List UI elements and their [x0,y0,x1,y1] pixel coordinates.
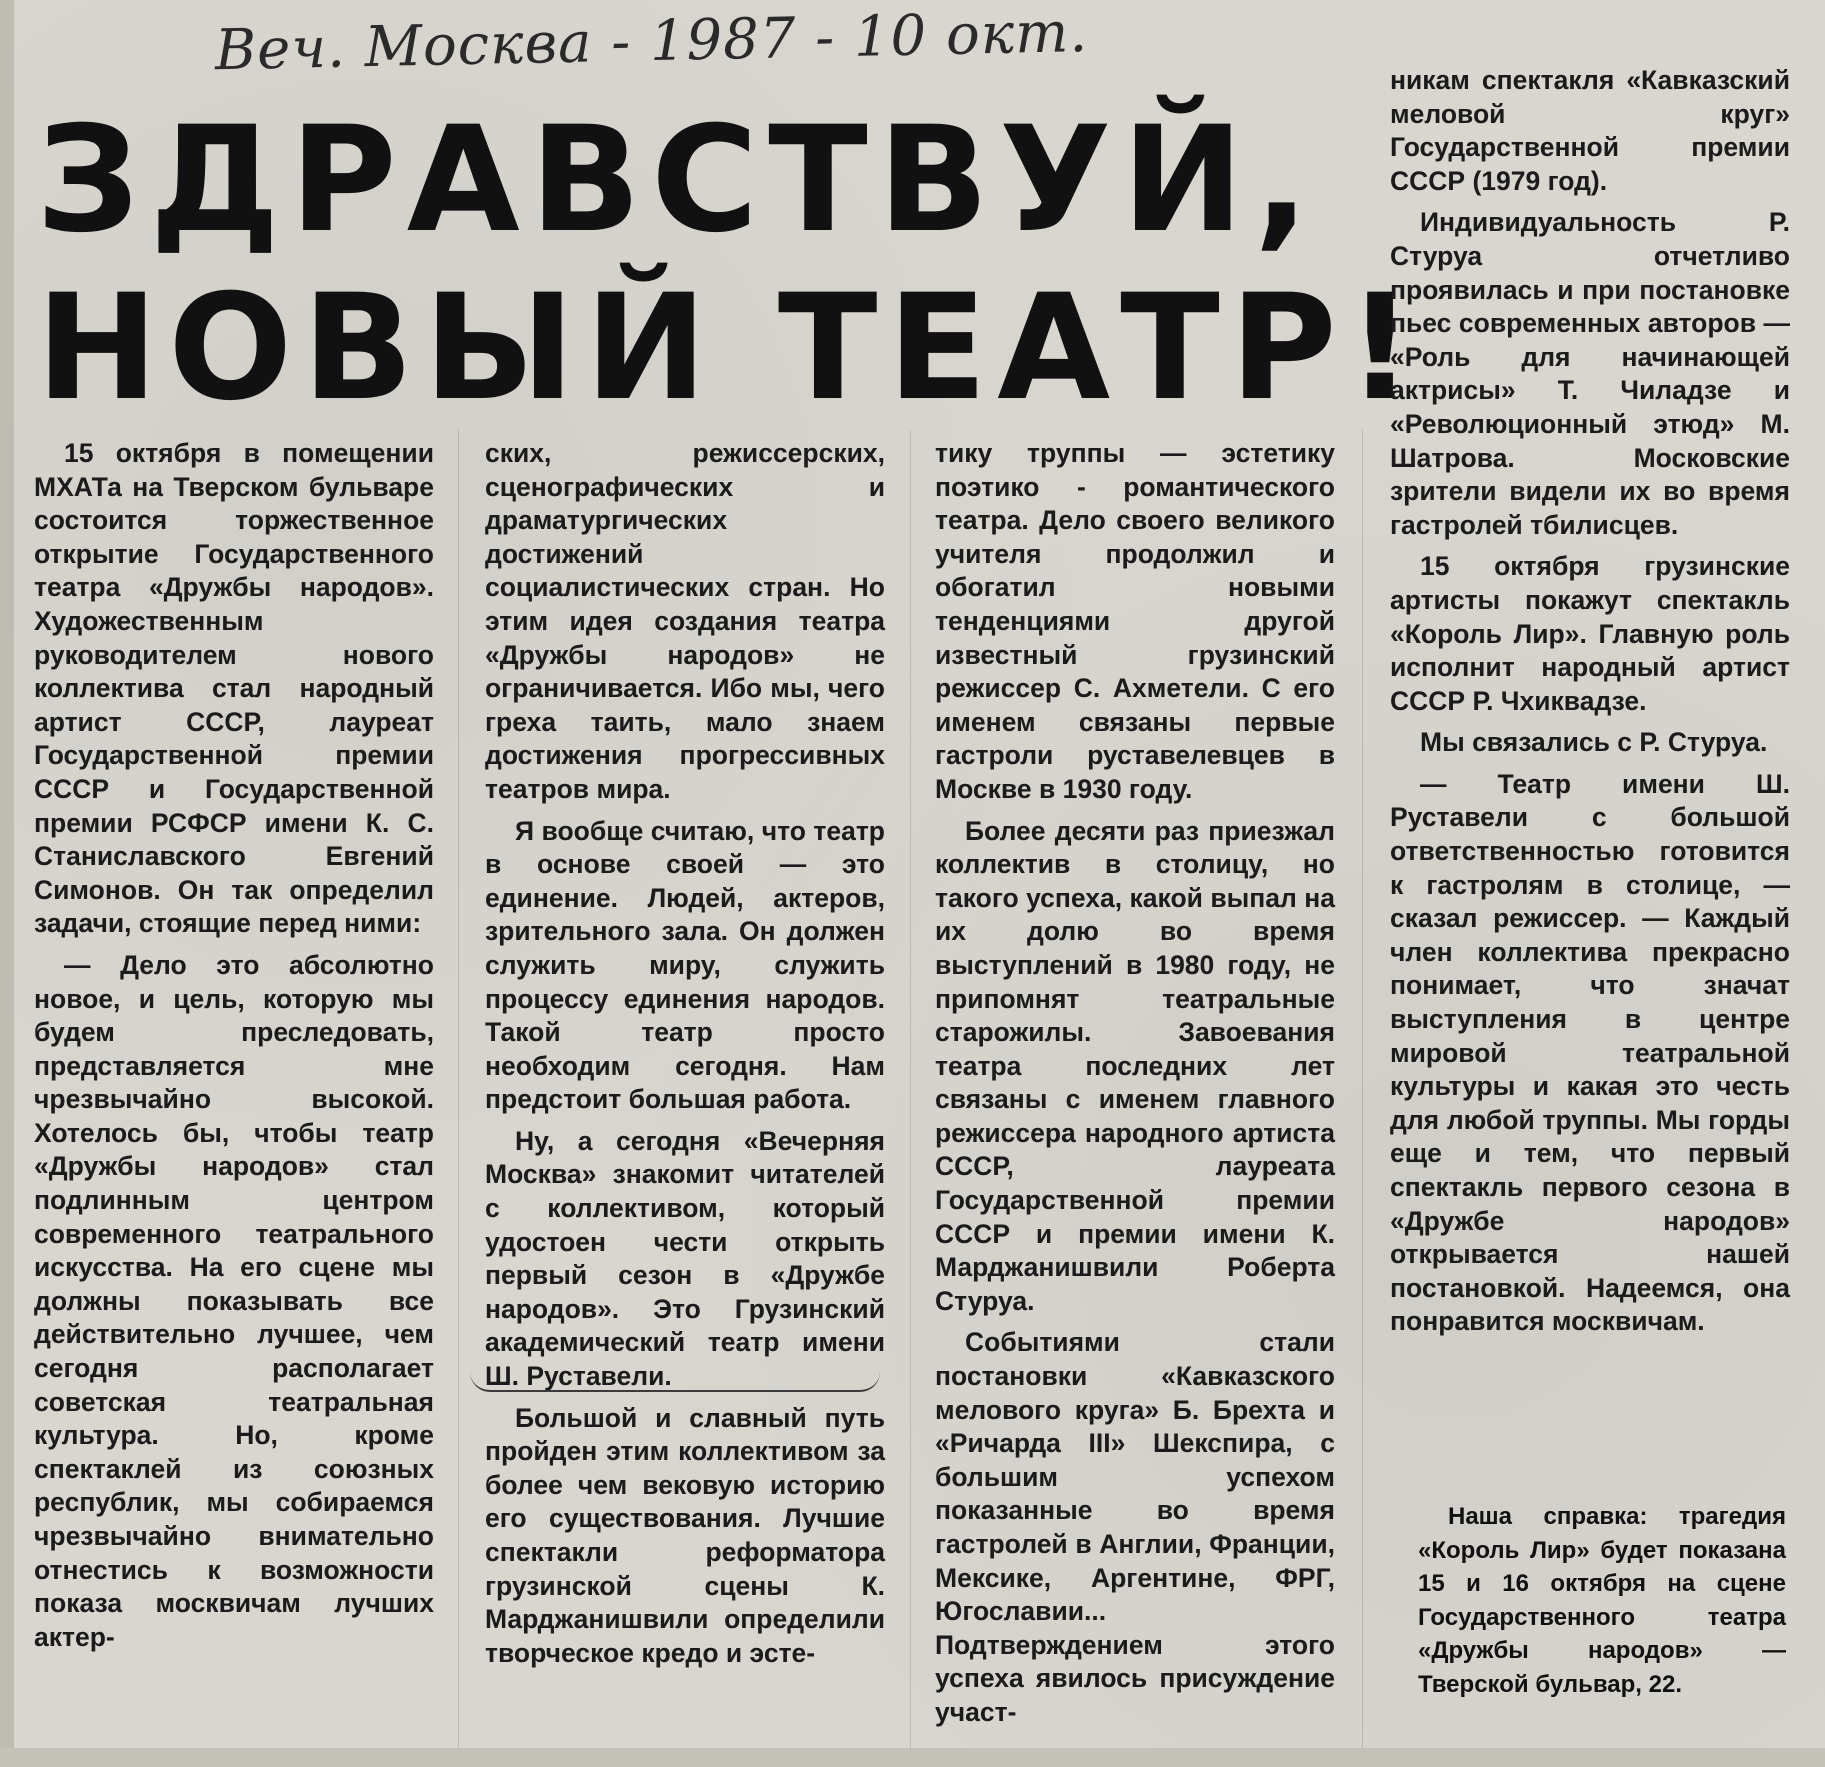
headline-line-1: ЗДРАВСТВУЙ, [36,95,1320,265]
reference-note [1418,1500,1786,1701]
paragraph: Более десяти раз приезжал коллектив в столицу, но такого успеха, какой выпал на их долю во время выступлений в 1980 году, не припомнят театральные старожилы. Завоевания театра последних лет связаны с именем главного режиссера народного артиста СССР, лауреата Государственной премии СССР и премии имени К. Марджанишвили Роберта Стуруа. [935,815,1335,1316]
paragraph: ских, режиссерских, сценографических и драматургических достижений социалистических стран. Но этим идея создания театра «Дружбы народов» не ограничивается. Ибо мы, чего греха таить, мало знаем достижения прогрессивных театров мира. [485,438,885,804]
column-divider [458,430,459,1750]
paragraph: Я вообще считаю, что театр в основе своей — это единение. Людей, актеров, зрительного зала. Он должен служить миру, служить процессу единения народов. Такой театр просто необходим сегодня. Нам предстоит большая работа. [485,815,885,1115]
clipping-bottom-edge [0,1748,1825,1767]
handwritten-source-note: Веч. Москва - 1987 - 10 окт. [214,0,1089,84]
article-column-1 [34,437,434,1662]
paragraph: Большой и славный путь пройден этим коллективом за более чем вековую историю его существования. Лучшие спектакли реформатора грузинской сцены К. Марджанишвили определили творческое кредо и эсте- [485,1402,885,1668]
paragraph: 15 октября грузинские артисты покажут спектакль «Король Лир». Главную роль исполнит народный артист СССР Р. Чхиквадзе. [1390,551,1790,716]
paragraph: — Дело это абсолютно новое, и цель, которую мы будем преследовать, представляется мне чрезвычайно высокой. Хотелось бы, чтобы театр «Дружбы народов» стал подлинным центром современного театрального искусства. На его сцене мы должны показывать все действительно лучшее, чем сегодня располагает советская театральная культура. Но, кроме спектаклей из союзных республик, мы собираемся чрезвычайно внимательно отнестись к возможности показа москвичам лучших актер- [34,949,434,1652]
clipping-left-edge [0,0,14,1767]
article-column-4 [1390,64,1790,1347]
headline-line-2: НОВЫЙ ТЕАТР! [36,263,1424,433]
column-divider [910,430,911,1750]
paragraph: — Театр имени Ш. Руставели с большой ответственностью готовится к гастролям в столице, — сказал режиссер. — Каждый член коллектива прекрасно понимает, что значат выступления в центре мировой театральной культуры и какая это честь для любой труппы. Мы горды еще и тем, что первый спектакль первого сезона в «Дружбе народов» открывается нашей постановкой. Надеемся, она понравится москвичам. [1390,768,1790,1337]
paragraph: Ну, а сегодня «Вечерняя Москва» знакомит читателей с коллективом, который удостоен чести открыть первый сезон в «Дружбе народов». Это Грузинский академический театр имени Ш. Руставели. [485,1125,885,1392]
pen-underline-mark [470,1372,880,1392]
paragraph: тику труппы — эстетику поэтико - романтического театра. Дело своего великого учителя продолжил и обогатил новыми тенденциями другой известный грузинский режиссер С. Ахметели. С его именем связаны первые гастроли руставелевцев в Москве в 1930 году. [935,438,1335,804]
reference-note-lead: Наша справка: [1448,1503,1648,1530]
paragraph: Индивидуальность Р. Стуруа отчетливо проявилась и при постановке пьес современных авторов — «Роль для начинающей актрисы» Т. Чиладзе и «Революционный этюд» М. Шатрова. Московские зрители видели их во время гастролей тбилисцев. [1390,207,1790,540]
paragraph: 15 октября в помещении МХАТа на Тверском бульваре состоится торжественное открытие Государственного театра «Дружбы народов». Художественным руководителем нового коллектива стал народный артист СССР, лауреат Государственной премии СССР и Государственной премии РСФСР имени К. С. Станиславского Евгений Симонов. Он так определил задачи, стоящие перед ними: [34,438,434,939]
article-headline [36,95,1424,433]
article-column-3 [935,437,1335,1738]
paragraph: Мы связались с Р. Стуруа. [1420,727,1768,758]
paragraph: никам спектакля «Кавказский меловой круг» Государственной премии СССР (1979 год). [1390,65,1790,196]
reference-note-text: трагедия «Король Лир» будет показана 15 и 16 октября на сцене Государственного театра «Дружбы народов» — Тверской бульвар, 22. [1418,1503,1786,1698]
column-divider [1362,430,1363,1750]
article-column-2 [485,437,885,1678]
paragraph: Событиями стали постановки «Кавказского мелового круга» Б. Брехта и «Ричарда III» Шекспира, с большим успехом показанные во время гастролей в Англии, Франции, Мексике, Аргентине, ФРГ, Югославии... Подтверждением этого успеха явилось присуждение участ- [935,1327,1335,1727]
